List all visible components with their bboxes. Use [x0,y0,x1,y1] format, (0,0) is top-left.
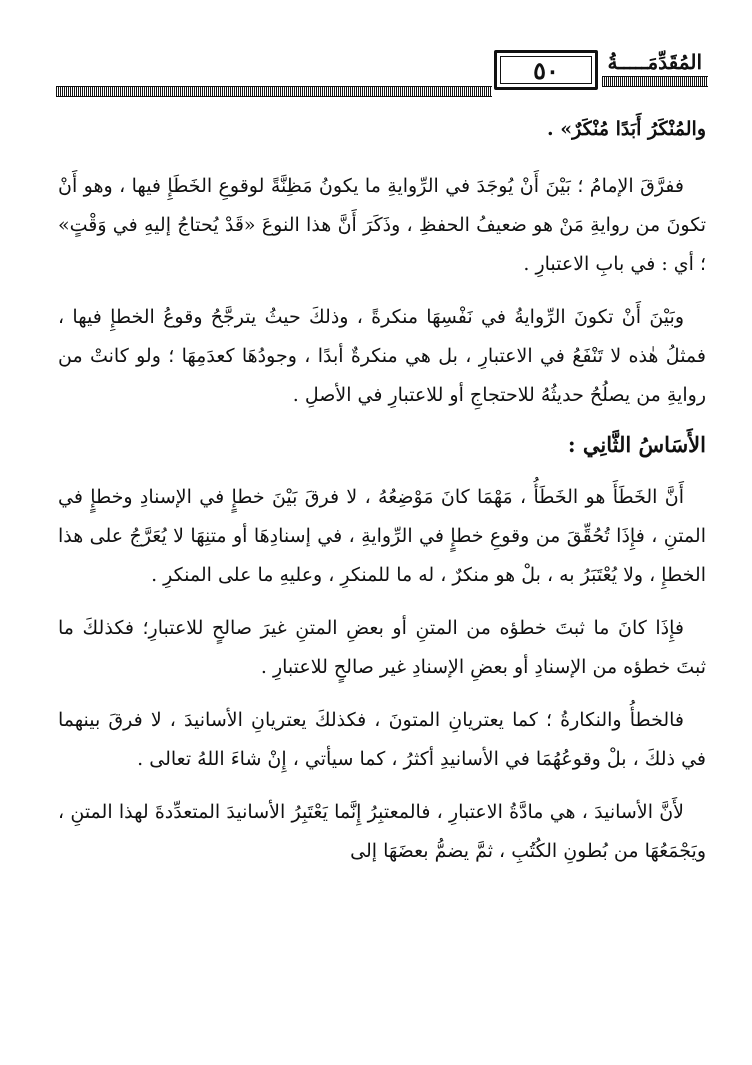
page-header [56,44,708,104]
paragraph-4: فإِذَا كانَ ما ثبتَ خطؤه من المتنِ أو بعضِ المتنِ غيرَ صالحٍ للاعتبارِ؛ فكذلكَ ما ثبتَ خطؤه من الإسنادِ أو بعضِ الإسنادِ غير صالحٍ للاعتبارِ . [58,617,706,678]
running-title: المُقَدِّمَـــــةُ [607,50,702,74]
opening-line: والمُنْكَرُ أَبَدًا مُنْكَرٌ» . [547,118,706,140]
paragraph-6: لأَنَّ الأسانيدَ ، هي مادَّةُ الاعتبارِ ، فالمعتبِرُ إِنَّما يَعْتَبِرُ الأسانيدَ المتعدِّدةَ لهذا المتنِ ، ويَجْمَعُهَا من بُطونِ الكُتُبِ ، ثمَّ يضمُّ بعضَهَا إلى [58,801,706,862]
body-text [58,110,706,871]
paragraph-1: ففرَّقَ الإمامُ ؛ بَيْنَ أَنْ يُوجَدَ في الرِّوايةِ ما يكونُ مَظِنَّةً لوقوعِ الخَطَإِ فيها ، وهو أَنْ تكونَ من روايةِ مَنْ هو ضعيفُ الحفظِ ، وذَكَرَ أَنَّ هذا النوعَ «قَدْ يُحتاجُ إليهِ في وَقْتٍ» ؛ أي : في بابِ الاعتبارِ . [58,175,706,275]
paragraph-3: أَنَّ الخَطَأَ هو الخَطَأُ ، مَهْمَا كانَ مَوْضِعُهُ ، لا فرقَ بَيْنَ خطإٍ في الإسنادِ وخطإٍ في المتنِ ، فإِذَا تُحُقِّقَ من وقوعِ خطإٍ في الرِّوايةِ ، في إسنادِهَا أو متنِهَا لا يُعَرَّجُ على هذا الخطإِ ، ولا يُعْتَبَرُ به ، بلْ هو منكرٌ ، له ما للمنكرِ ، وعليهِ ما على المنكرِ . [58,486,706,586]
header-rule-right [602,76,708,87]
page-number: ٥٠ [533,55,559,85]
paragraph-5: فالخطأُ والنكارةُ ؛ كما يعتريانِ المتونَ ، فكذلكَ يعتريانِ الأسانيدَ ، لا فرقَ بينهما في ذلكَ ، بلْ وقوعُهُمَا في الأسانيدِ أكثرُ ، كما سيأتي ، إِنْ شاءَ اللهُ تعالى . [58,709,706,770]
header-rule-left [56,86,492,97]
section-heading: الأَسَاسُ الثَّانِي : [567,432,706,457]
page-number-box [494,50,598,90]
paragraph-2: وبَيْنَ أَنْ تكونَ الرِّوايةُ في نَفْسِهَا منكرةً ، وذلكَ حيثُ يترجَّحُ وقوعُ الخطإِ فيها ، فمثلُ هٰذه لا تَنْفَعُ في الاعتبارِ ، بل هي منكرةٌ أبدًا ، وجودُهَا كعدَمِهَا ؛ ولو كانتْ من روايةِ من يصلُحُ حديثُهُ للاحتجاجِ أو للاعتبارِ في الأصلِ . [58,306,706,406]
